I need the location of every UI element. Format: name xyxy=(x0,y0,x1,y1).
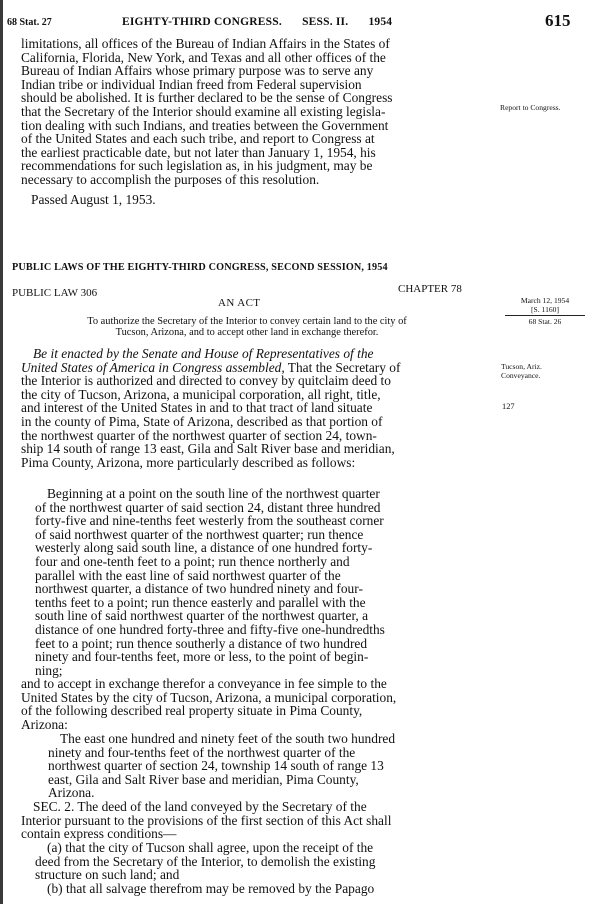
condition-b: (b) that all salvage therefrom may be removed by the Papago xyxy=(47,880,375,896)
text-line: The east one hundred and ninety feet of the south two hundred xyxy=(60,731,396,746)
header-year: 1954 xyxy=(368,16,393,28)
text-line: the earliest practicable date, but not later than January 1, 1954, his xyxy=(21,144,376,160)
page-edge-shadow xyxy=(0,0,3,904)
text-line: should be abolished. It is further declared to be the sense of Congress xyxy=(21,90,393,106)
act-description xyxy=(12,316,482,339)
margin-note-report: Report to Congress. xyxy=(500,103,561,112)
text-line: United States by the city of Tucson, Arizona, a municipal corporation, xyxy=(21,689,397,705)
text-line: SEC. 2. The deed of the land conveyed by the Secretary of the xyxy=(33,799,367,814)
enact-rest: That the Secretary of xyxy=(284,359,401,375)
text-line: Interior pursuant to the provisions of the first section of this Act shall xyxy=(21,812,392,828)
text-line: California, Florida, New York, and Texas and all other offices of the xyxy=(21,49,386,65)
text-line: northwest quarter, a distance of two hundred ninety and four- xyxy=(35,581,363,597)
congress-title: EIGHTY-THIRD CONGRESS. xyxy=(122,16,282,28)
text-line: necessary to accomplish the purposes of this resolution. xyxy=(21,171,320,187)
text-line: the city of Tucson, Arizona, a municipal corporation, all right, title, xyxy=(21,386,381,402)
text-line: Indian tribe or individual Indian freed from Federal supervision xyxy=(21,76,362,92)
exchange-clause xyxy=(21,677,483,731)
text-line: westerly along said south line, a distance of one hundred forty- xyxy=(35,540,373,556)
text-line: contain express conditions— xyxy=(21,826,177,842)
enact-italic: Be it enacted by the Senate and House of Representatives of the xyxy=(33,346,374,361)
condition-a: (a) that the city of Tucson shall agree, upon the receipt of the xyxy=(47,840,374,855)
running-header xyxy=(122,16,392,28)
text-line: the Interior is authorized and directed to convey by quitclaim deed to xyxy=(21,373,391,389)
text-line: tenths feet to a point; run thence easterly and parallel with the xyxy=(35,594,366,610)
text-line: ship 14 south of range 13 east, Gila and Salt River base and meridian, xyxy=(21,441,395,457)
margin-ref-127: 127 xyxy=(502,402,515,411)
text-line: in the county of Pima, State of Arizona, described as that portion of xyxy=(21,413,383,429)
section-2 xyxy=(21,800,483,841)
text-line: of the northwest quarter of said section 24, distant three hundred xyxy=(35,499,381,515)
public-law-number: PUBLIC LAW 306 xyxy=(12,287,98,299)
chapter-number: CHAPTER 78 xyxy=(398,283,462,295)
margin-note-stat: 68 Stat. 26 xyxy=(528,317,562,326)
section-title: PUBLIC LAWS OF THE EIGHTY-THIRD CONGRESS, SECOND SESSION, 1954 xyxy=(12,262,388,273)
enacting-clause xyxy=(21,347,483,469)
text-line: Pima County, Arizona, more particularly described as follows: xyxy=(21,454,356,470)
text-line: parallel with the east line of said northwest quarter of the xyxy=(35,567,341,583)
text-line: deed from the Secretary of the Interior, to demolish the existing xyxy=(35,853,376,869)
bill-number: [S. 1160] xyxy=(505,306,585,317)
text-line: Bureau of Indian Affairs whose primary purpose was to serve any xyxy=(21,63,374,79)
description-line: To authorize the Secretary of the Interior to convey certain land to the city of xyxy=(87,316,407,327)
text-line: structure on such land; and xyxy=(35,867,180,883)
text-line xyxy=(21,361,483,375)
passed-date: Passed August 1, 1953. xyxy=(31,191,156,207)
text-line: and interest of the United States in and to that tract of land situate xyxy=(21,400,373,416)
text-line: the northwest quarter of the northwest quarter of section 24, town- xyxy=(21,427,377,443)
text-line: ning; xyxy=(35,662,63,678)
text-line: of the following described real property situate in Pima County, xyxy=(21,703,363,719)
text-line: Arizona. xyxy=(48,785,95,801)
text-line: tion dealing with such Indians, and treaties between the Government xyxy=(21,117,389,133)
conveyance-note: Conveyance. xyxy=(501,370,541,380)
enact-italic-2: United States of America in Congress assembled, xyxy=(21,359,285,375)
exchange-land-block xyxy=(48,732,483,800)
an-act-heading: AN ACT xyxy=(218,297,261,309)
text-line: and to accept in exchange therefor a conveyance in fee simple to the xyxy=(21,676,387,691)
text-line: forty-five and nine-tenths feet westerly from the southeast corner xyxy=(35,513,384,529)
text-line: distance of one hundred forty-three and fifty-five one-hundredths xyxy=(35,621,385,637)
text-line: four and one-tenth feet to a point; run thence northerly and xyxy=(35,553,350,569)
tucson-note: Tucson, Ariz. xyxy=(501,362,542,371)
margin-note-date xyxy=(505,297,585,316)
text-line: of said northwest quarter of the northwest quarter; run thence xyxy=(35,526,364,542)
session-label: SESS. II. xyxy=(302,16,349,28)
page-number: 615 xyxy=(545,11,571,30)
conditions-list xyxy=(35,841,483,895)
text-line: limitations, all offices of the Bureau of Indian Affairs in the States of xyxy=(21,36,390,51)
text-line: ninety and four-tenths feet, more or less, to the point of begin- xyxy=(35,649,369,665)
text-line xyxy=(21,347,483,361)
stat-reference: 68 Stat. 27 xyxy=(7,17,52,28)
text-line: recommendations for such legislation as, in his judgment, may be xyxy=(21,158,373,174)
preceding-text xyxy=(21,37,483,206)
text-line: south line of said northwest quarter of the northwest quarter, a xyxy=(35,608,369,624)
description-line: Tucson, Arizona, and to accept other land in exchange therefor. xyxy=(115,327,379,339)
text-line: east, Gila and Salt River base and meridian, Pima County, xyxy=(48,771,359,787)
text-line: feet to a point; run thence southerly a distance of two hundred xyxy=(35,635,368,651)
text-line: that the Secretary of the Interior should examine all existing legisla- xyxy=(21,103,386,119)
land-description-block xyxy=(35,487,483,677)
text-line: northwest quarter of section 24, township 14 south of range 13 xyxy=(48,758,384,774)
text-line: ninety and four-tenths feet of the northwest quarter of the xyxy=(48,744,356,760)
text-line: of the United States and each such tribe, and report to Congress at xyxy=(21,131,375,147)
approval-date: March 12, 1954 xyxy=(520,296,570,305)
margin-note-tucson xyxy=(501,363,593,380)
text-line: Beginning at a point on the south line of the northwest quarter xyxy=(47,486,380,501)
text-line: Arizona: xyxy=(21,716,68,732)
